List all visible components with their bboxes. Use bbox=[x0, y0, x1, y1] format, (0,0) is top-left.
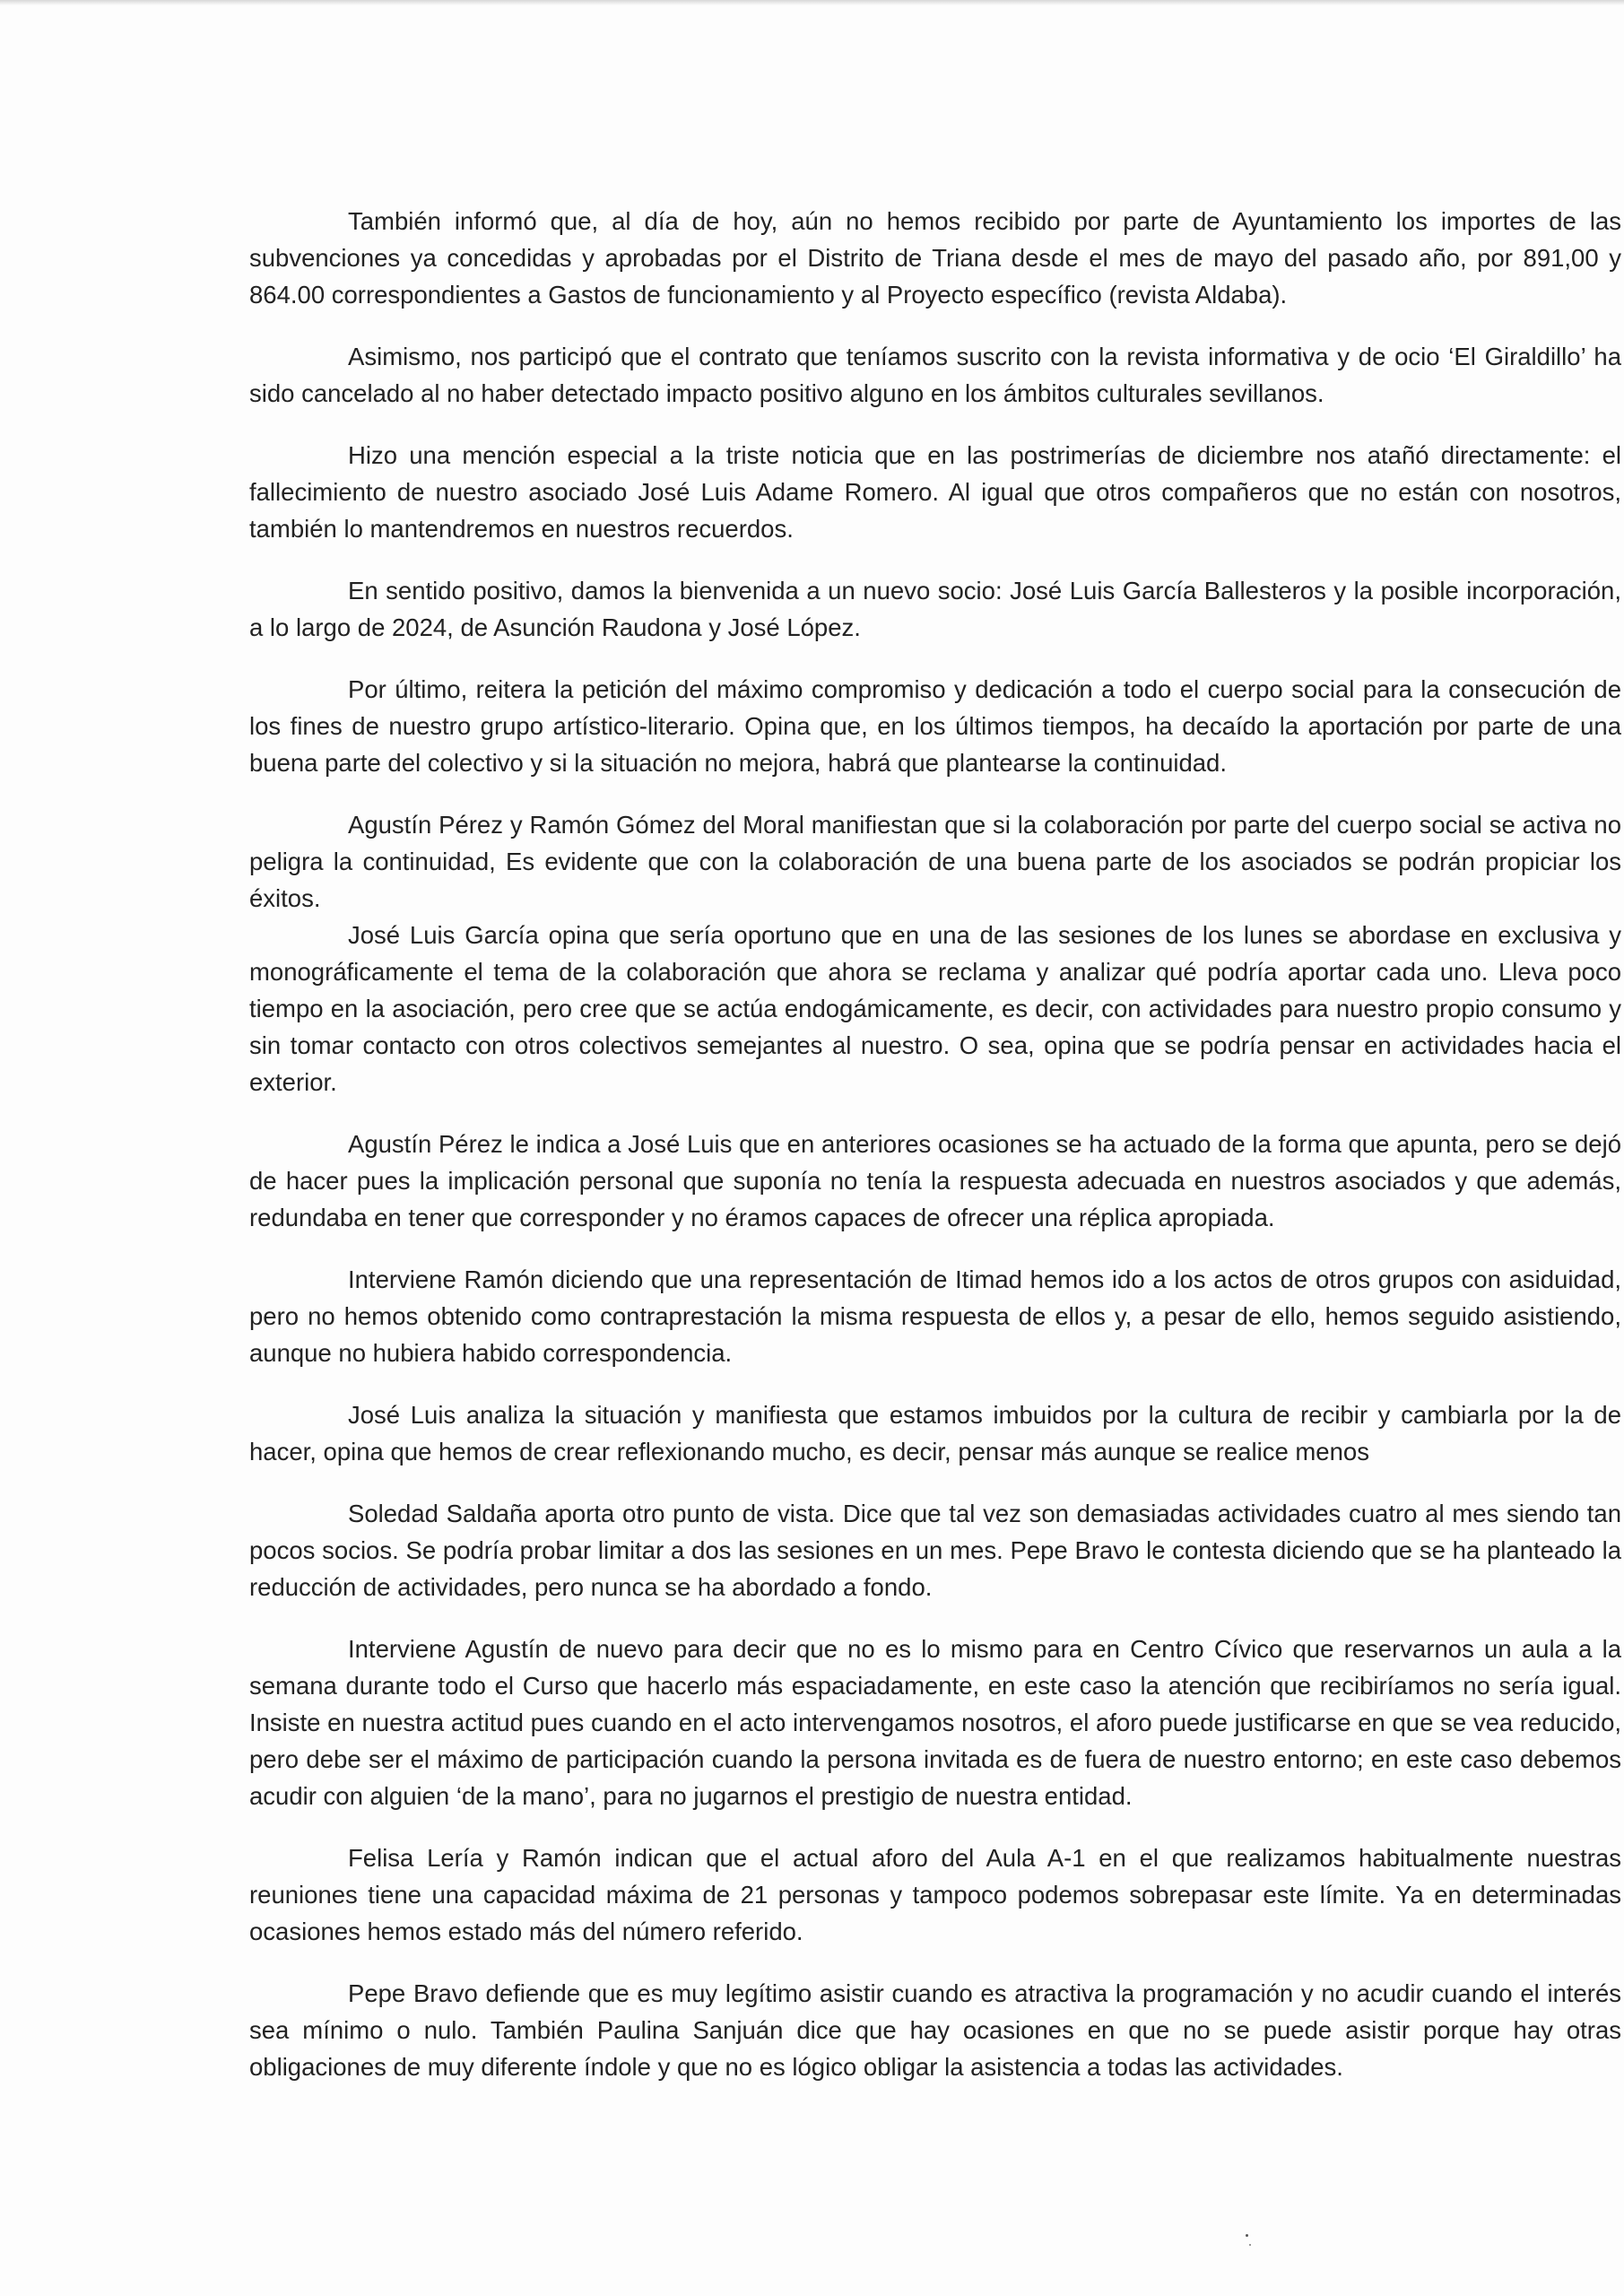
paragraph-jose-luis-analiza: José Luis analiza la situación y manifiesta que estamos imbuidos por la cultura de recibir y cambiarla por la de hacer, opina que hemos de crear reflexionando mucho, es decir, pensar más aunque se realice menos bbox=[249, 1401, 1621, 1465]
paragraph-pepe-bravo: Pepe Bravo defiende que es muy legítimo asistir cuando es atractiva la programación y no acudir cuando el interés sea mínimo o nulo. También Paulina Sanjuán dice que hay ocasiones en que no se puede asistir porque hay otras obligaciones de muy diferente índole y que no es lógico obligar la asistencia a todas las actividades. bbox=[249, 1979, 1621, 2081]
scan-speck bbox=[1249, 2244, 1251, 2246]
paragraph-agustin-perez: Agustín Pérez le indica a José Luis que en anteriores ocasiones se ha actuado de la forma que apunta, pero se dejó de hacer pues la implicación personal que suponía no tenía la respuesta adecuada en nuestros asociados y que además, redundaba en tener que corresponder y no éramos capaces de ofrecer una réplica apropiada. bbox=[249, 1130, 1621, 1231]
paragraph-giraldillo: Asimismo, nos participó que el contrato que teníamos suscrito con la revista informativa y de ocio ‘El Giraldillo’ ha sido cancelado al no haber detectado impacto positivo alguno en los ámbitos culturales sevillanos. bbox=[249, 343, 1621, 407]
paragraph-fallecimiento: Hizo una mención especial a la triste noticia que en las postrimerías de diciembre nos atañó directamente: el fallecimiento de nuestro asociado José Luis Adame Romero. Al igual que otros compañeros que no están con nosotros, también lo mantendremos en nuestros recuerdos. bbox=[249, 441, 1621, 543]
document-body bbox=[249, 203, 1621, 2085]
paragraph-soledad-saldana: Soledad Saldaña aporta otro punto de vista. Dice que tal vez son demasiadas actividades cuatro al mes siendo tan pocos socios. Se podría probar limitar a dos las sesiones en un mes. Pepe Bravo le contesta diciendo que se ha planteado la reducción de actividades, pero nunca se ha abordado a fondo. bbox=[249, 1500, 1621, 1601]
paragraph-aforo-aula: Felisa Lería y Ramón indican que el actual aforo del Aula A-1 en el que realizamos habitualmente nuestras reuniones tiene una capacidad máxima de 21 personas y tampoco podemos sobrepasar este límite. Ya en determinadas ocasiones hemos estado más del número referido. bbox=[249, 1844, 1621, 1945]
scan-speck bbox=[1246, 2234, 1248, 2237]
paragraph-nuevo-socio: En sentido positivo, damos la bienvenida a un nuevo socio: José Luis García Ballesteros y la posible incorporación, a lo largo de 2024, de Asunción Raudona y José López. bbox=[249, 577, 1621, 641]
paragraph-subvenciones: También informó que, al día de hoy, aún no hemos recibido por parte de Ayuntamiento los importes de las subvenciones ya concedidas y aprobadas por el Distrito de Triana desde el mes de mayo del pasado año, por 891,00 y 864.00 correspondientes a Gastos de funcionamiento y al Proyecto específico (revista Aldaba). bbox=[249, 207, 1621, 309]
paragraph-compromiso: Por último, reitera la petición del máximo compromiso y dedicación a todo el cuerpo social para la consecución de los fines de nuestro grupo artístico-literario. Opina que, en los últimos tiempos, ha decaído la aportación por parte de una buena parte del colectivo y si la situación no mejora, habrá que plantearse la continuidad. bbox=[249, 675, 1621, 777]
paragraph-agustin-centro-civico: Interviene Agustín de nuevo para decir que no es lo mismo para en Centro Cívico que reservarnos un aula a la semana durante todo el Curso que hacerlo más espaciadamente, en este caso la atención que recibiríamos no sería igual. Insiste en nuestra actitud pues cuando en el acto intervengamos nosotros, el aforo puede justificarse en que se vea reducido, pero debe ser el máximo de participación cuando la persona invitada es de fuera de nuestro entorno; en este caso debemos acudir con alguien ‘de la mano’, para no jugarnos el prestigio de nuestra entidad. bbox=[249, 1635, 1621, 1810]
paragraph-colaboracion: Agustín Pérez y Ramón Gómez del Moral manifiestan que si la colaboración por parte del cuerpo social se activa no peligra la continuidad, Es evidente que con la colaboración de una buena parte de los asociados se podrán propiciar los éxitos. bbox=[249, 811, 1621, 912]
scan-edge-shadow bbox=[0, 0, 1624, 5]
paragraph-ramon: Interviene Ramón diciendo que una representación de Itimad hemos ido a los actos de otros grupos con asiduidad, pero no hemos obtenido como contraprestación la misma respuesta de ellos y, a pesar de ello, hemos seguido asistiendo, aunque no hubiera habido correspondencia. bbox=[249, 1265, 1621, 1367]
paragraph-jose-luis-garcia: José Luis García opina que sería oportuno que en una de las sesiones de los lunes se abordase en exclusiva y monográficamente el tema de la colaboración que ahora se reclama y analizar qué podría aportar cada uno. Lleva poco tiempo en la asociación, pero cree que se actúa endogámicamente, es decir, con actividades para nuestro propio consumo y sin tomar contacto con otros colectivos semejantes al nuestro. O sea, opina que se podría pensar en actividades hacia el exterior. bbox=[249, 921, 1621, 1096]
